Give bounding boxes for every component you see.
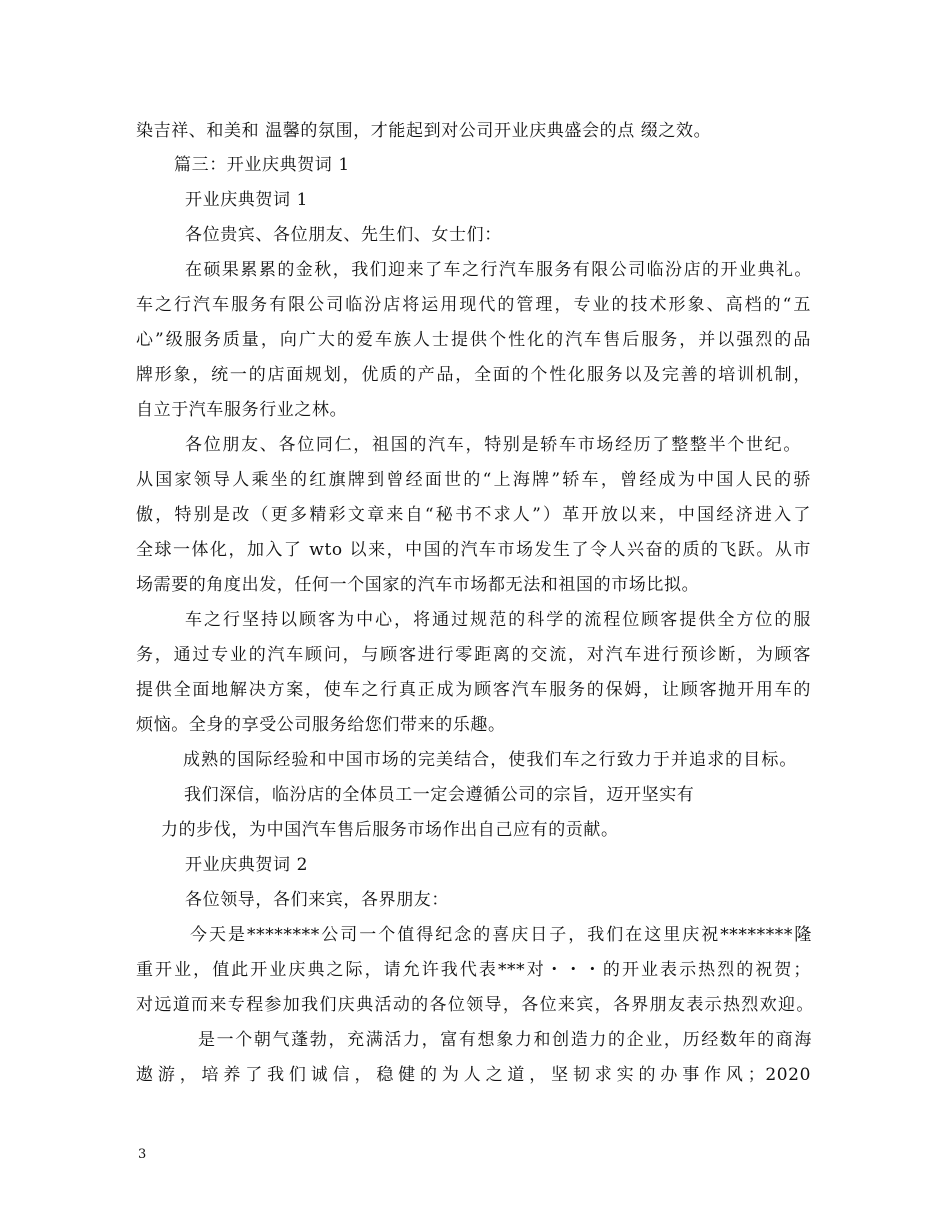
paragraph-line: 是一个朝气蓬勃，充满活力，富有想象力和创造力的企业，历经数年的商海 xyxy=(198,1030,812,1050)
paragraph-line: 各位朋友、各位同仁，祖国的汽车，特别是轿车市场经历了整整半个世纪。 xyxy=(185,435,801,455)
paragraph-line: 务，通过专业的汽车顾问，与顾客进行零距离的交流，对汽车进行预诊断，为顾客 xyxy=(136,645,811,665)
page-number: 3 xyxy=(138,1147,147,1162)
paragraph-line: 今天是********公司一个值得纪念的喜庆日子，我们在这里庆祝********隆 xyxy=(190,925,812,945)
paragraph-line: 提供全面地解决方案，使车之行真正成为顾客汽车服务的保姆，让顾客抛开用车的 xyxy=(136,680,811,700)
paragraph-line: 场需要的角度出发，任何一个国家的汽车市场都无法和祖国的市场比拟。 xyxy=(136,575,700,595)
paragraph-line: 自立于汽车服务行业之林。 xyxy=(136,400,348,420)
paragraph-line: 力的步伐，为中国汽车售后服务市场作出自己应有的贡献。 xyxy=(161,820,619,840)
paragraph-line: 我们深信，临汾店的全体员工一定会遵循公司的宗旨，迈开坚实有 xyxy=(184,785,695,805)
body-line-1: 染吉祥、和美和 温馨的氛围，才能起到对公司开业庆典盛会的点 缀之效。 xyxy=(136,121,712,141)
salutation-line: 各位领导，各们来宾，各界朋友： xyxy=(185,890,449,910)
subheading-congratulation-1: 开业庆典贺词 1 xyxy=(185,190,309,210)
paragraph-line: 车之行汽车服务有限公司临汾店将运用现代的管理，专业的技术形象、高档的“五 xyxy=(136,295,811,315)
paragraph-line: 全球一体化，加入了 wto 以来，中国的汽车市场发生了令人兴奋的质的飞跃。从市 xyxy=(136,540,811,560)
paragraph-line: 牌形象，统一的店面规划，优质的产品，全面的个性化服务以及完善的培训机制， xyxy=(136,365,811,385)
paragraph-line: 对远道而来专程参加我们庆典活动的各位领导，各位来宾，各界朋友表示热烈欢迎。 xyxy=(136,995,814,1015)
paragraph-line: 成熟的国际经验和中国市场的完美结合，使我们车之行致力于并追求的目标。 xyxy=(183,750,797,770)
paragraph-line: 从国家领导人乘坐的红旗牌到曾经面世的“上海牌”轿车，曾经成为中国人民的骄 xyxy=(136,470,811,490)
subheading-congratulation-2: 开业庆典贺词 2 xyxy=(185,855,309,875)
paragraph-line: 傲，特别是改（更多精彩文章来自“秘书不求人”）革开放以来，中国经济进入了 xyxy=(136,505,811,525)
section-heading: 篇三：开业庆典贺词 1 xyxy=(174,155,350,175)
paragraph-line: 在硕果累累的金秋，我们迎来了车之行汽车服务有限公司临汾店的开业典礼。 xyxy=(185,260,812,280)
salutation-line: 各位贵宾、各位朋友、先生们、女士们： xyxy=(185,225,502,245)
paragraph-line: 烦恼。全身的享受公司服务给您们带来的乐趣。 xyxy=(136,715,506,735)
paragraph-line: 遨游，培养了我们诚信，稳健的为人之道，坚韧求实的办事作风；2020 xyxy=(136,1065,811,1085)
paragraph-line: 车之行坚持以顾客为中心，将通过规范的科学的流程位顾客提供全方位的服 xyxy=(185,610,811,630)
paragraph-line: 重开业，值此开业庆典之际，请允许我代表***对・・・的开业表示热烈的祝贺； xyxy=(136,960,811,980)
paragraph-line: 心”级服务质量，向广大的爱车族人士提供个性化的汽车售后服务，并以强烈的品 xyxy=(136,330,811,350)
